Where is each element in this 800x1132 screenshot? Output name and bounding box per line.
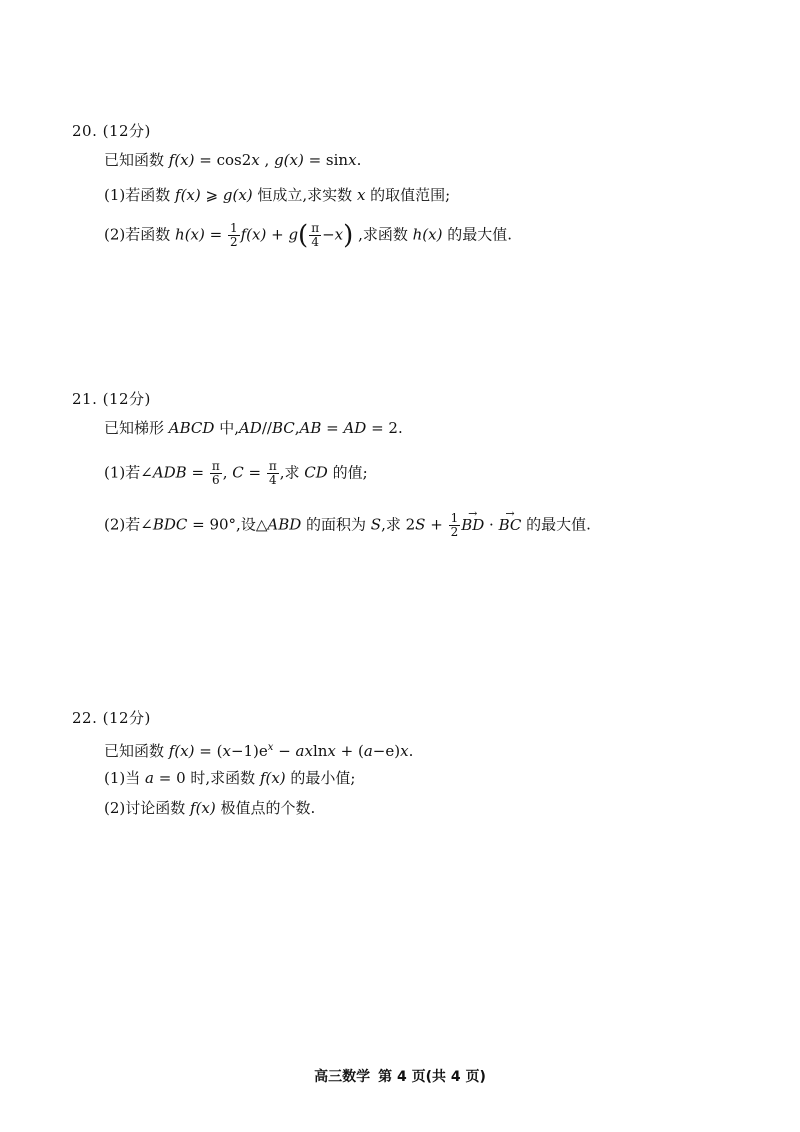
q20-heading: 20. (12分) — [72, 122, 151, 140]
q21-part1: (1)若∠ADB = $\frac{\pi}{6}$ , C = $\frac{\pi}{4}$ ,求 CD 的值; — [104, 459, 368, 487]
page-footer — [0, 1066, 800, 1086]
fraction-one-half: $\frac{1}{2}$ — [450, 511, 459, 539]
footer-subject: 高三数学 — [314, 1069, 371, 1085]
q21-part2: (2)若∠BDC = 90°,设△ABD 的面积为 S,求 2S + $\frac{1}{2}$ → BD · → BC 的最大值. — [104, 512, 591, 539]
q22-heading: 22. (12分) — [72, 709, 151, 727]
fraction-pi-over-4: $\frac{\pi}{4}$ — [311, 221, 320, 249]
q21-heading: 21. (12分) — [72, 390, 151, 408]
fraction-one-half: $\frac{1}{2}$ — [229, 221, 238, 249]
q20-part2: (2)若函数 h(x) = $\frac{1}{2}$ f(x) + g( $\frac{\pi}{4}$ −x) ,求函数 h(x) 的最大值. — [104, 220, 512, 251]
q22-part2: (2)讨论函数 f(x) 极值点的个数. — [104, 799, 316, 817]
fraction-pi-over-4: $\frac{\pi}{4}$ — [268, 459, 277, 487]
vector-bd: → BD — [461, 515, 484, 535]
q20-part1: (1)若函数 f(x) ⩾ g(x) 恒成立,求实数 x 的取值范围; — [104, 186, 451, 204]
q20-intro: 已知函数 f(x) = cos2x , g(x) = sinx. — [104, 151, 362, 169]
q21-intro: 已知梯形 ABCD 中,AD//BC,AB = AD = 2. — [104, 419, 403, 437]
vector-bc: → BC — [499, 515, 522, 535]
fraction-pi-over-6: $\frac{\pi}{6}$ — [211, 459, 220, 487]
q22-intro: 已知函数 $f(x) = (x-1)e^x - axlnx + (a-e)x$. — [104, 742, 414, 760]
footer-page-number: 第 4 页(共 4 页) — [378, 1069, 486, 1085]
q22-part1: (1)当 a = 0 时,求函数 f(x) 的最小值; — [104, 769, 356, 787]
